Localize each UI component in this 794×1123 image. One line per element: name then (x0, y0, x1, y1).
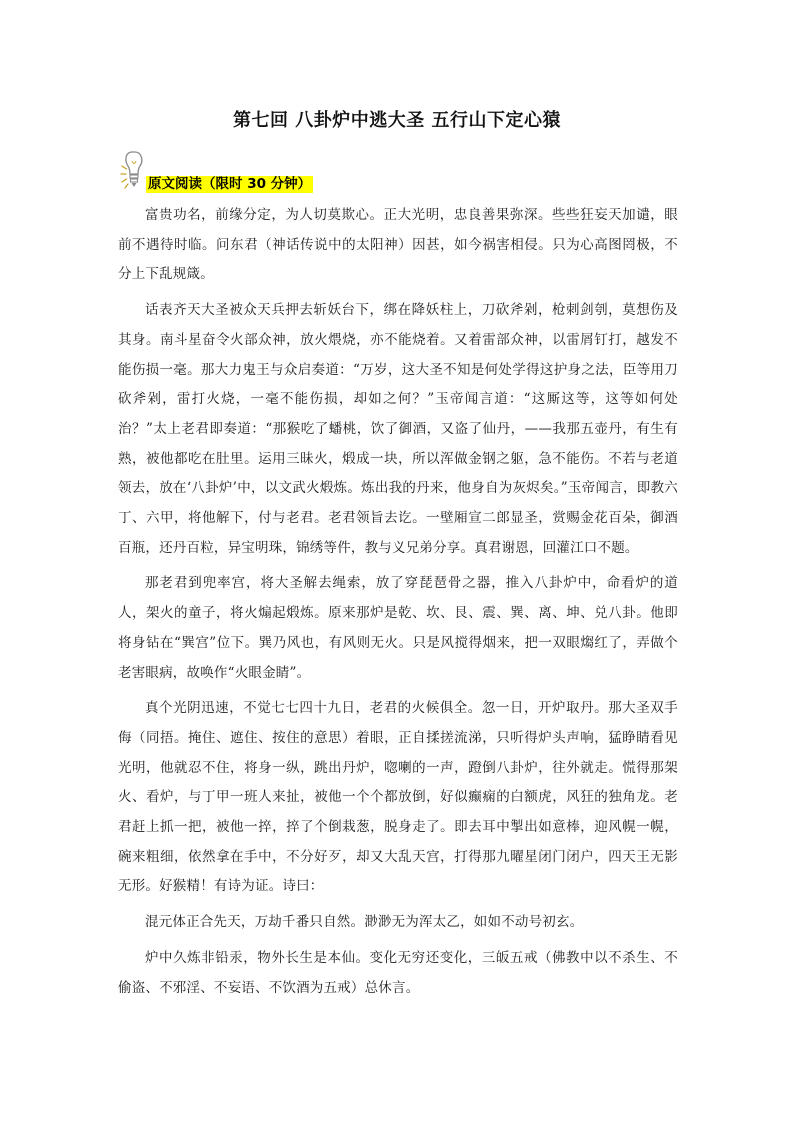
paragraph: 那老君到兜率宫，将大圣解去绳索，放了穿琵琶骨之器，推入八卦炉中，命看炉的道人，架火的童子，将火煽起煅炼。原来那炉是乾、坎、艮、震、巽、离、坤、兑八卦。他即将身钻在“巽宫”位下。巽乃风也，有风则无火。只是风搅得烟来，把一双眼煼红了，弄做个老害眼病，故唤作“火眼金睛”。 (118, 575, 678, 681)
section-label: 原文阅读（限时 30 分钟） (148, 176, 312, 192)
poem-line: 炉中久炼非铅汞，物外长生是本仙。变化无穷还变化，三皈五戒（佛教中以不杀生、不偷盗、不邪淫、不妄语、不饮酒为五戒）总休言。 (118, 949, 678, 996)
lightbulb-icon (118, 148, 148, 198)
page-title: 第七回 八卦炉中逃大圣 五行山下定心猿 (232, 110, 562, 131)
body-text (118, 201, 678, 1009)
poem-line: 混元体正合先天，万劫千番只自然。渺渺无为浑太乙，如如不动号初玄。 (145, 914, 584, 931)
paragraph: 富贵功名，前缘分定，为人切莫欺心。正大光明，忠良善果弥深。些些狂妄天加谴，眼前不遇待时临。问东君（神话传说中的太阳神）因甚，如今祸害相侵。只为心高图罔极，不分上下乱规箴。 (118, 207, 678, 283)
paragraph: 话表齐天大圣被众天兵押去斩妖台下，绑在降妖柱上，刀砍斧剁，枪刺剑刳，莫想伤及其身。南斗星奋令火部众神，放火煨烧，亦不能烧着。又着雷部众神，以雷屑钉打，越发不能伤损一毫。那大力鬼王与众启奏道：“万岁，这大圣不知是何处学得这护身之法，臣等用刀砍斧剁，雷打火烧，一毫不能伤损，却如之何？”玉帝闻言道：“这厮这等，这等如何处治？”太上老君即奏道：“那猴吃了蟠桃，饮了御酒，又盗了仙丹，——我那五壶丹，有生有熟，被他都吃在肚里。运用三昧火，煅成一块，所以浑做金钢之躯，急不能伤。不若与老道领去，放在‘八卦炉’中，以文武火煅炼。炼出我的丹来，他身自为灰烬矣。”玉帝闻言，即教六丁、六甲，将他解下，付与老君。老君领旨去讫。一壁厢宣二郎显圣，赏赐金花百朵，御酒百瓶，还丹百粒，异宝明珠，锦绣等件，教与义兄弟分享。真君谢恩，回灌江口不题。 (118, 302, 678, 556)
paragraph: 真个光阴迅速，不觉七七四十九日，老君的火候俱全。忽一日，开炉取丹。那大圣双手侮（同捂。掩住、遮住、按住的意思）着眼，正自揉搓流涕，只听得炉头声响，猛睁睛看见光明，他就忍不住，将身一纵，跳出丹炉，唿喇的一声，蹬倒八卦炉，往外就走。慌得那架火、看炉，与丁甲一班人来扯，被他一个个都放倒，好似癫痫的白额虎，风狂的独角龙。老君赶上抓一把，被他一捽，捽了个倒栽葱，脱身走了。即去耳中掣出如意棒，迎风幌一幌，碗来粗细，依然拿在手中，不分好歹，却又大乱天宫，打得那九曜星闭门闭户，四天王无影无形。好猴精！有诗为证。诗曰： (118, 700, 678, 895)
